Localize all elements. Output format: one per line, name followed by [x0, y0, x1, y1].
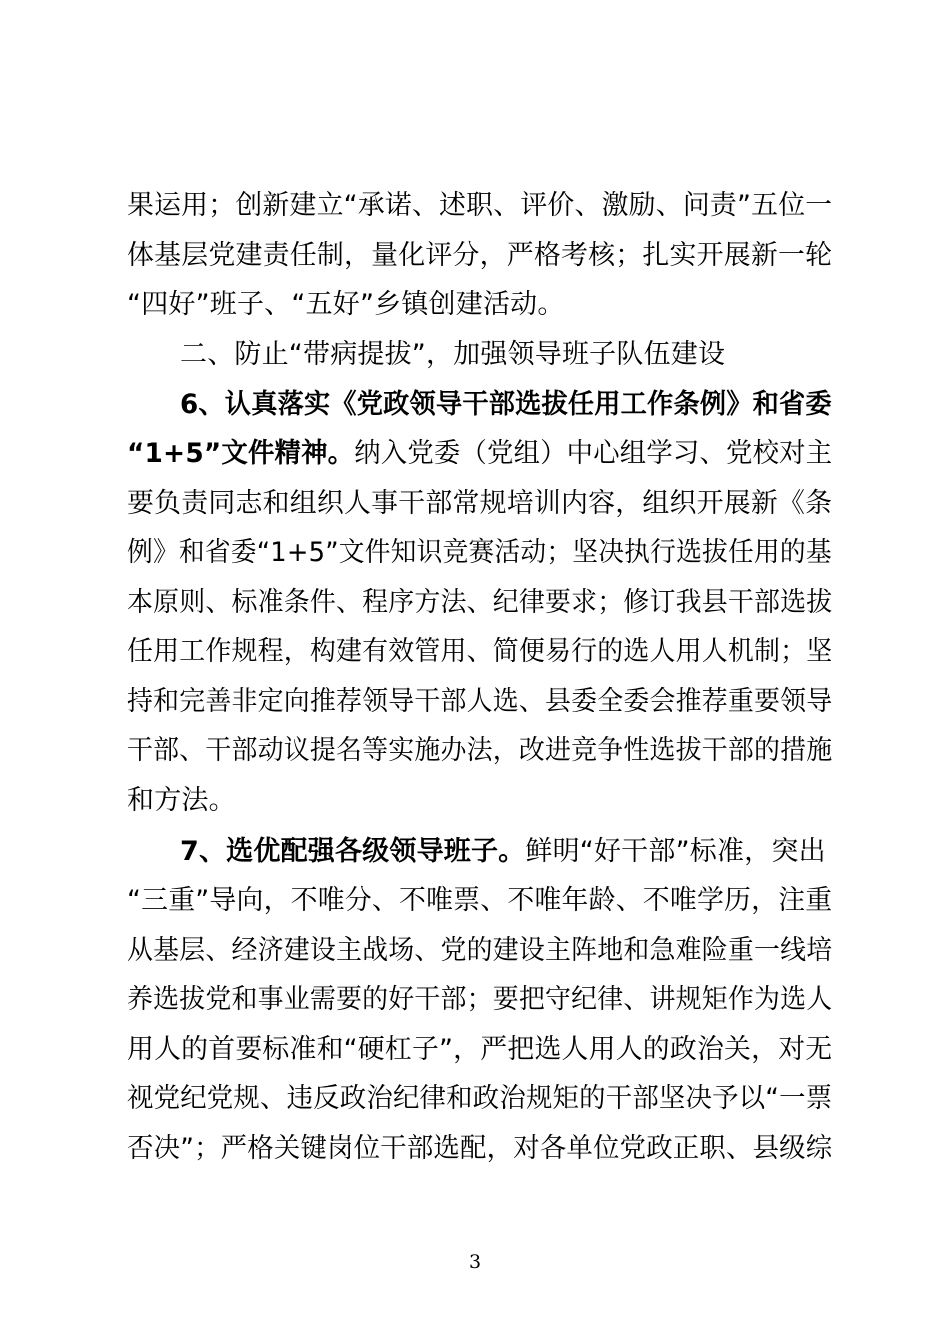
line-text: 任用工作规程，构建有效管用、简便易行的选人用人机制；坚 [127, 636, 833, 667]
body-line [127, 781, 832, 821]
line-text: 否决”；严格关键岗位干部选配，对各单位党政正职、县级综 [127, 1133, 833, 1164]
line-text: 从基层、经济建设主战场、党的建设主阵地和急难险重一线培 [127, 935, 833, 966]
body-line [127, 1079, 833, 1119]
body-line [127, 1030, 833, 1070]
body-line [127, 682, 833, 722]
line-text: “三重”导向，不唯分、不唯票、不唯年龄、不唯学历，注重 [127, 885, 833, 916]
item-heading-text: 7、选优配强各级领导班子。 [180, 836, 526, 867]
line-text: 体基层党建责任制，量化评分，严格考核；扎实开展新一轮 [127, 240, 833, 271]
body-line [127, 484, 833, 524]
item-heading-text: “1+5”文件精神。 [127, 438, 355, 469]
line-text: 养选拔党和事业需要的好干部；要把守纪律、讲规矩作为选人 [127, 984, 833, 1015]
page-number: 3 [468, 1251, 482, 1273]
line-text: 鲜明“好干部”标准，突出 [525, 836, 826, 867]
body-line [127, 285, 832, 325]
body-line [127, 731, 833, 771]
line-text: 要负责同志和组织人事干部常规培训内容，组织开展新《条 [127, 488, 833, 519]
body-line [127, 881, 833, 921]
item-heading [180, 385, 832, 425]
line-text: 果运用；创新建立“承诺、述职、评价、激励、问责”五位一 [127, 190, 833, 221]
line-text: 视党纪党规、违反政治纪律和政治规矩的干部坚决予以“一票 [127, 1083, 833, 1114]
body-line [127, 186, 833, 226]
body-line [127, 632, 833, 672]
line-text: 例》和省委“1+5”文件知识竞赛活动；坚决执行选拔任用的基 [127, 537, 832, 568]
body-line [127, 583, 833, 623]
body-line [127, 434, 833, 474]
body-line [180, 832, 832, 872]
line-text: 持和完善非定向推荐领导干部人选、县委全委会推荐重要领导 [127, 686, 833, 717]
body-line [127, 980, 833, 1020]
line-text: 纳入党委（党组）中心组学习、党校对主 [354, 438, 833, 469]
line-text: “四好”班子、“五好”乡镇创建活动。 [127, 289, 565, 320]
item-heading-text: 6、认真落实《党政领导干部选拔任用工作条例》和省委 [180, 389, 832, 420]
section-heading-text: 二、防止“带病提拔”，加强领导班子队伍建设 [180, 339, 726, 370]
section-heading [180, 335, 832, 375]
line-text: 干部、干部动议提名等实施办法，改进竞争性选拔干部的措施 [127, 735, 833, 766]
body-line [127, 1129, 833, 1169]
body-line [127, 533, 832, 573]
body-line [127, 931, 833, 971]
line-text: 和方法。 [127, 785, 236, 816]
line-text: 本原则、标准条件、程序方法、纪律要求；修订我县干部选拔 [127, 587, 833, 618]
line-text: 用人的首要标准和“硬杠子”，严把选人用人的政治关，对无 [127, 1034, 833, 1065]
body-line [127, 236, 833, 276]
